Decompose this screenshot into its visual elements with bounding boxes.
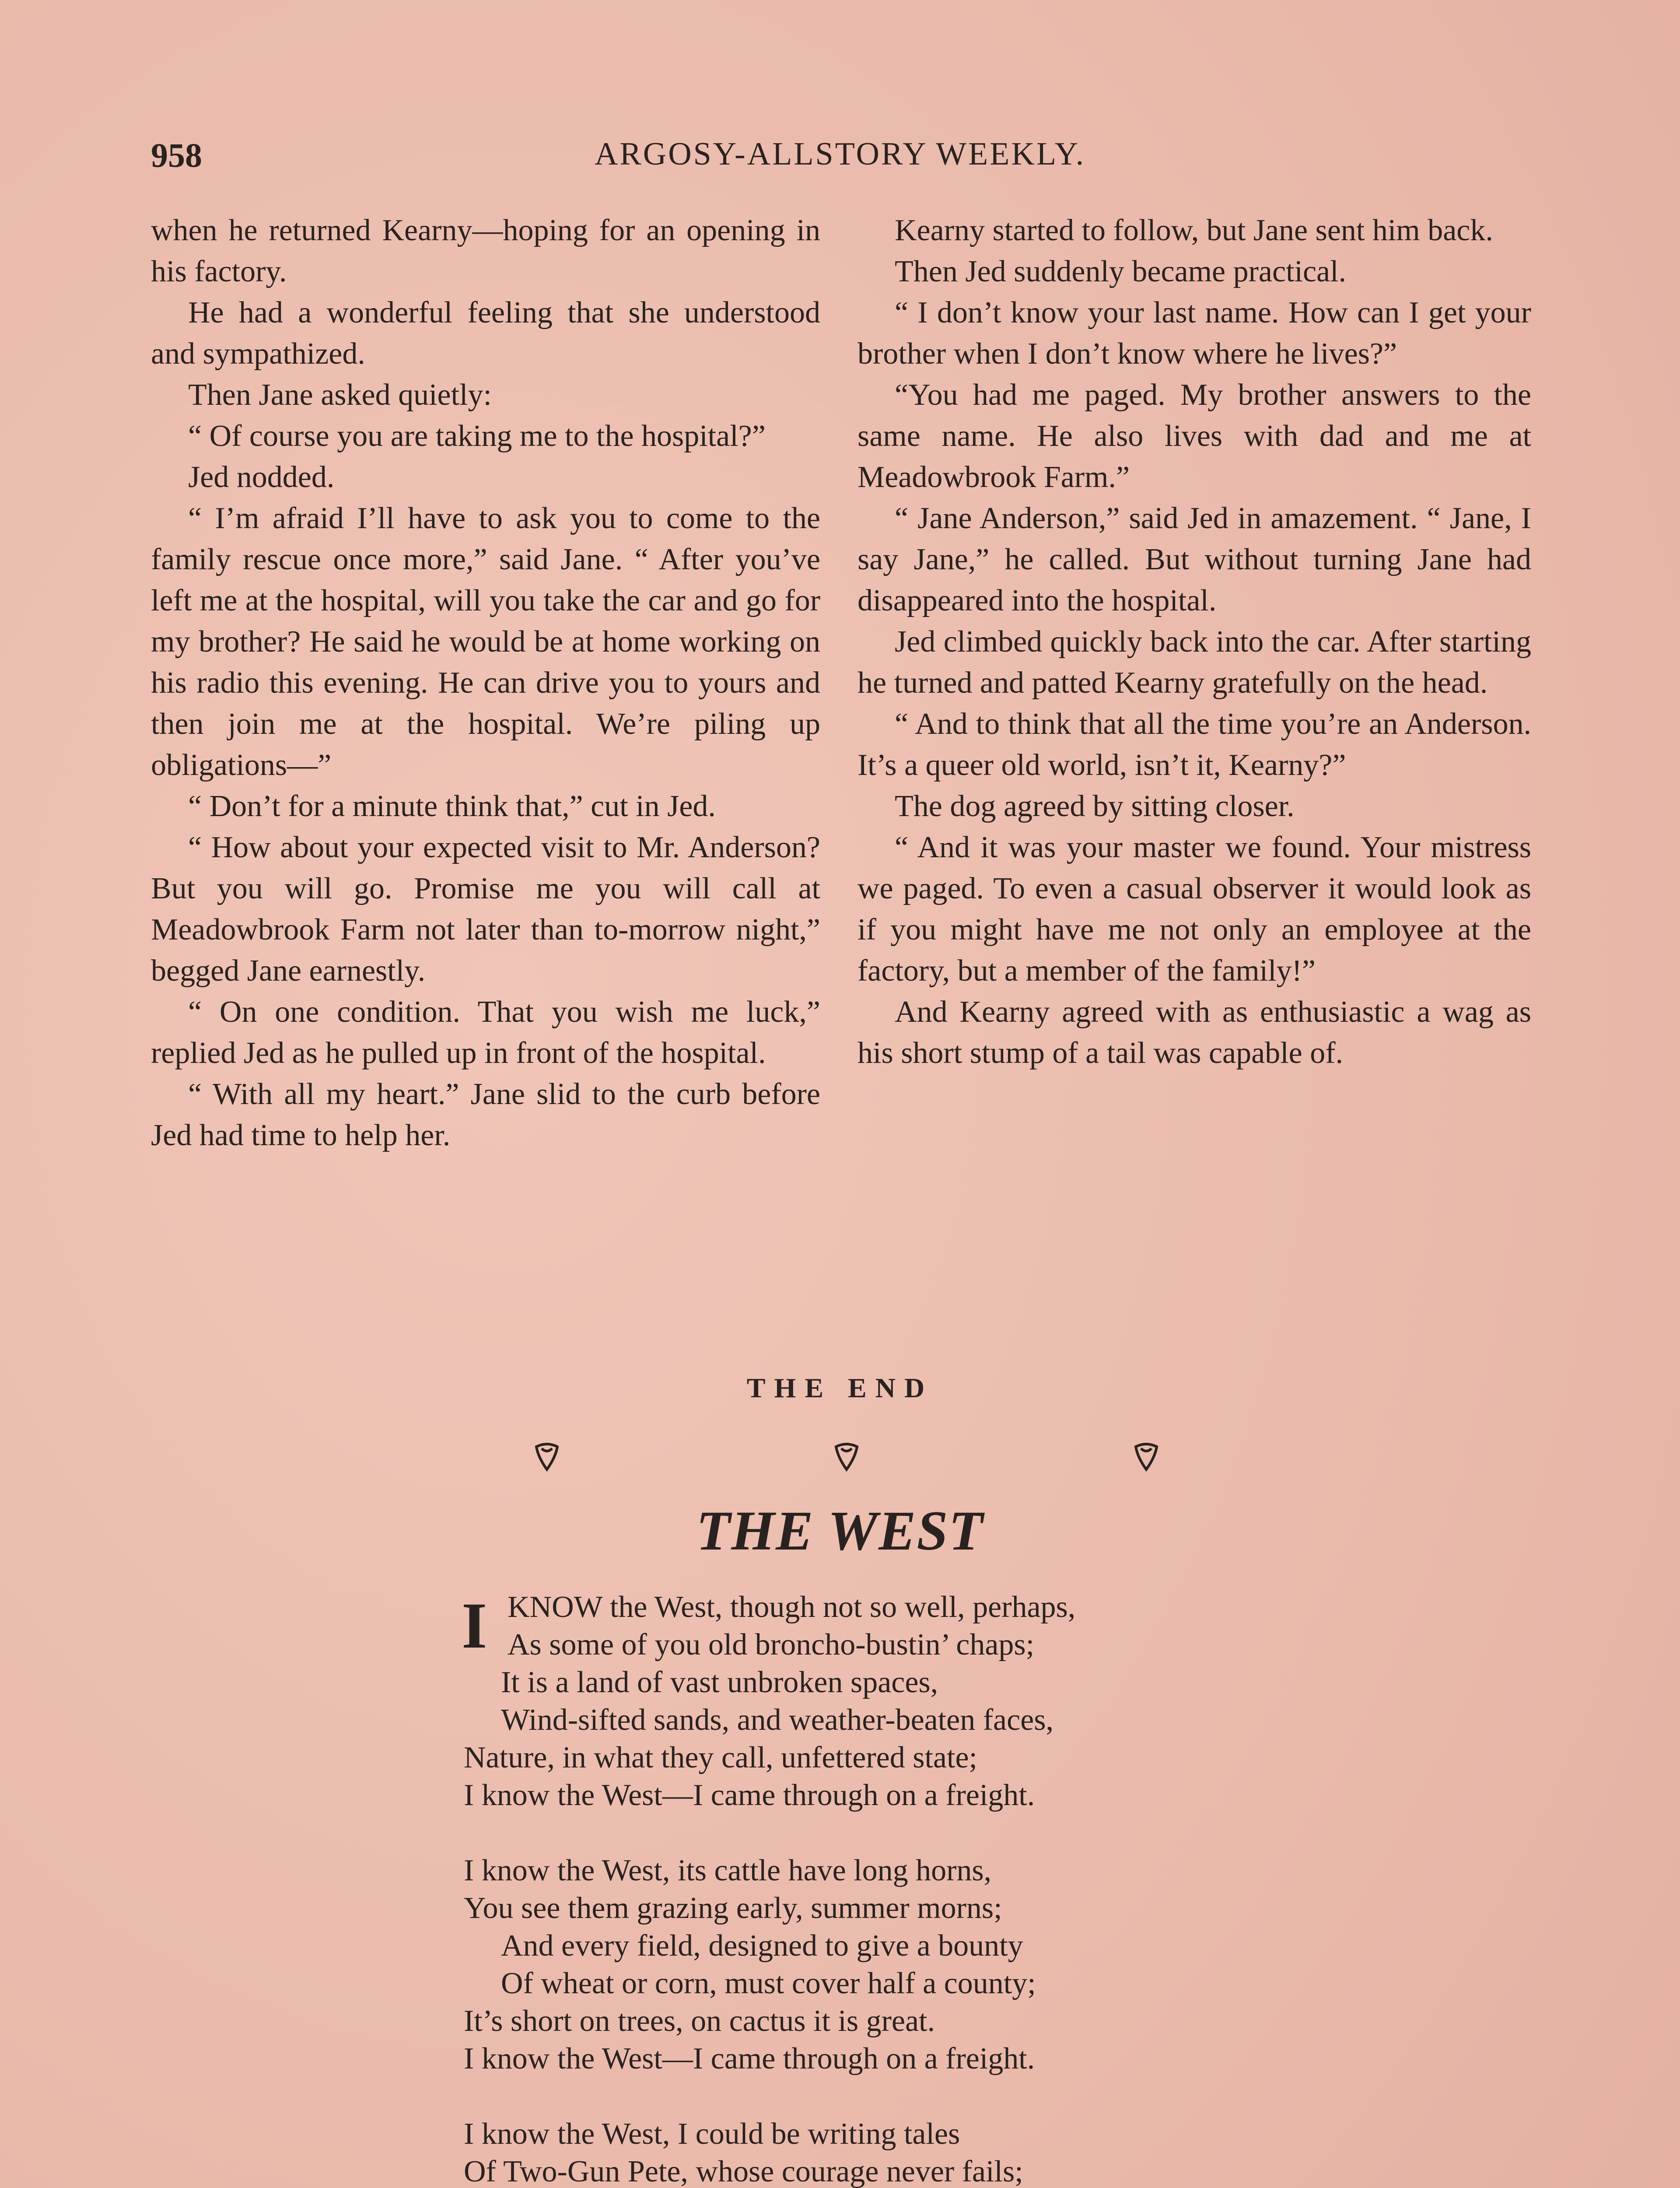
poem-line: It’s short on trees, on cactus it is great. (464, 2004, 935, 2038)
right-column (858, 210, 1531, 1074)
poem-line: You see them grazing early, summer morns; (464, 1891, 1002, 1925)
paragraph: “ Jane Anderson,” said Jed in amazement. “ Jane, I say Jane,” he called. But without turning Jane had disappeared into the hospital. (858, 501, 1531, 617)
poem-line: I know the West—I came through on a freight. (464, 1778, 1035, 1812)
paragraph: “ I’m afraid I’ll have to ask you to come to the family rescue once more,” said Jane. “ After you’ve left me at the hospital, will you take the car and go for my brother? He said he would be at home working on his radio this evening. He can drive you to yours and then join me at the hospital. We’re piling up obligations—” (151, 501, 820, 782)
the-end-label: THE END (746, 1372, 934, 1403)
paragraph: “ Of course you are taking me to the hospital?” (188, 419, 766, 453)
poem-line: I know the West, its cattle have long horns, (464, 1854, 992, 1887)
left-column (151, 210, 820, 1156)
poem (464, 1588, 1382, 2188)
paragraph: Then Jane asked quietly: (188, 378, 492, 412)
poem-line: It is a land of vast unbroken spaces, (501, 1666, 938, 1699)
poem-line: As some of you old broncho-bustin’ chaps; (508, 1628, 1035, 1662)
drop-cap: I (462, 1589, 487, 1662)
paragraph: And Kearny agreed with as enthusiastic a wag as his short stump of a tail was capable of. (858, 995, 1531, 1070)
poem-line: I know the West—I came through on a freight. (464, 2042, 1035, 2076)
fleuron-icon (829, 1440, 864, 1475)
poem-line: Wind-sifted sands, and weather-beaten faces, (501, 1703, 1054, 1737)
poem-line: Of wheat or corn, must cover half a county; (501, 1967, 1036, 2000)
poem-line: Nature, in what they call, unfettered state; (464, 1741, 977, 1774)
paragraph: “ I don’t know your last name. How can I get your brother when I don’t know where he lives?” (858, 296, 1531, 371)
paragraph: “ And to think that all the time you’re an Anderson. It’s a queer old world, isn’t it, Kearny?” (858, 707, 1531, 782)
poem-line: Of Two-Gun Pete, whose courage never fails; (464, 2155, 1023, 2188)
paragraph: He had a wonderful feeling that she understood and sympathized. (151, 296, 820, 371)
paragraph: “ How about your expected visit to Mr. Anderson? But you will go. Promise me you will call at Meadowbrook Farm not later than to-morrow night,” begged Jane earnestly. (151, 831, 820, 988)
paragraph: “ Don’t for a minute think that,” cut in Jed. (188, 789, 716, 823)
fleuron-icon (529, 1440, 564, 1475)
paragraph: when he returned Kearny—hoping for an opening in his factory. (151, 214, 820, 288)
poem-stanza (464, 1852, 1382, 2078)
paragraph: “You had me paged. My brother answers to the same name. He also lives with dad and me at Meadowbrook Farm.” (858, 378, 1531, 494)
paragraph: The dog agreed by sitting closer. (895, 789, 1295, 823)
paragraph: “ With all my heart.” Jane slid to the curb before Jed had time to help her. (151, 1077, 820, 1152)
poem-line: And every field, designed to give a bounty (501, 1929, 1023, 1963)
running-title: ARGOSY-ALLSTORY WEEKLY. (594, 136, 1086, 172)
paragraph: Then Jed suddenly became practical. (895, 255, 1347, 288)
paragraph: Jed nodded. (188, 460, 335, 494)
paragraph: Kearny started to follow, but Jane sent him back. (895, 214, 1493, 247)
fleuron-icon (1129, 1440, 1164, 1475)
paragraph: “ And it was your master we found. Your mistress we paged. To even a casual observer it would look as if you might have me not only an employee at the factory, but a member of the family!” (858, 831, 1531, 988)
poem-stanza (464, 1588, 1382, 1814)
page-header (151, 136, 1529, 184)
ornament-row (529, 1440, 1164, 1479)
poem-line: I know the West, I could be writing tales (464, 2117, 960, 2151)
poem-title: THE WEST (696, 1500, 984, 1562)
poem-line: KNOW the West, though not so well, perhaps, (508, 1590, 1076, 1624)
paragraph: Jed climbed quickly back into the car. After starting he turned and patted Kearny gratefully on the head. (858, 625, 1531, 700)
page-number: 958 (151, 136, 202, 174)
poem-stanza (464, 2115, 1382, 2188)
paragraph: “ On one condition. That you wish me luck,” replied Jed as he pulled up in front of the hospital. (151, 995, 820, 1070)
